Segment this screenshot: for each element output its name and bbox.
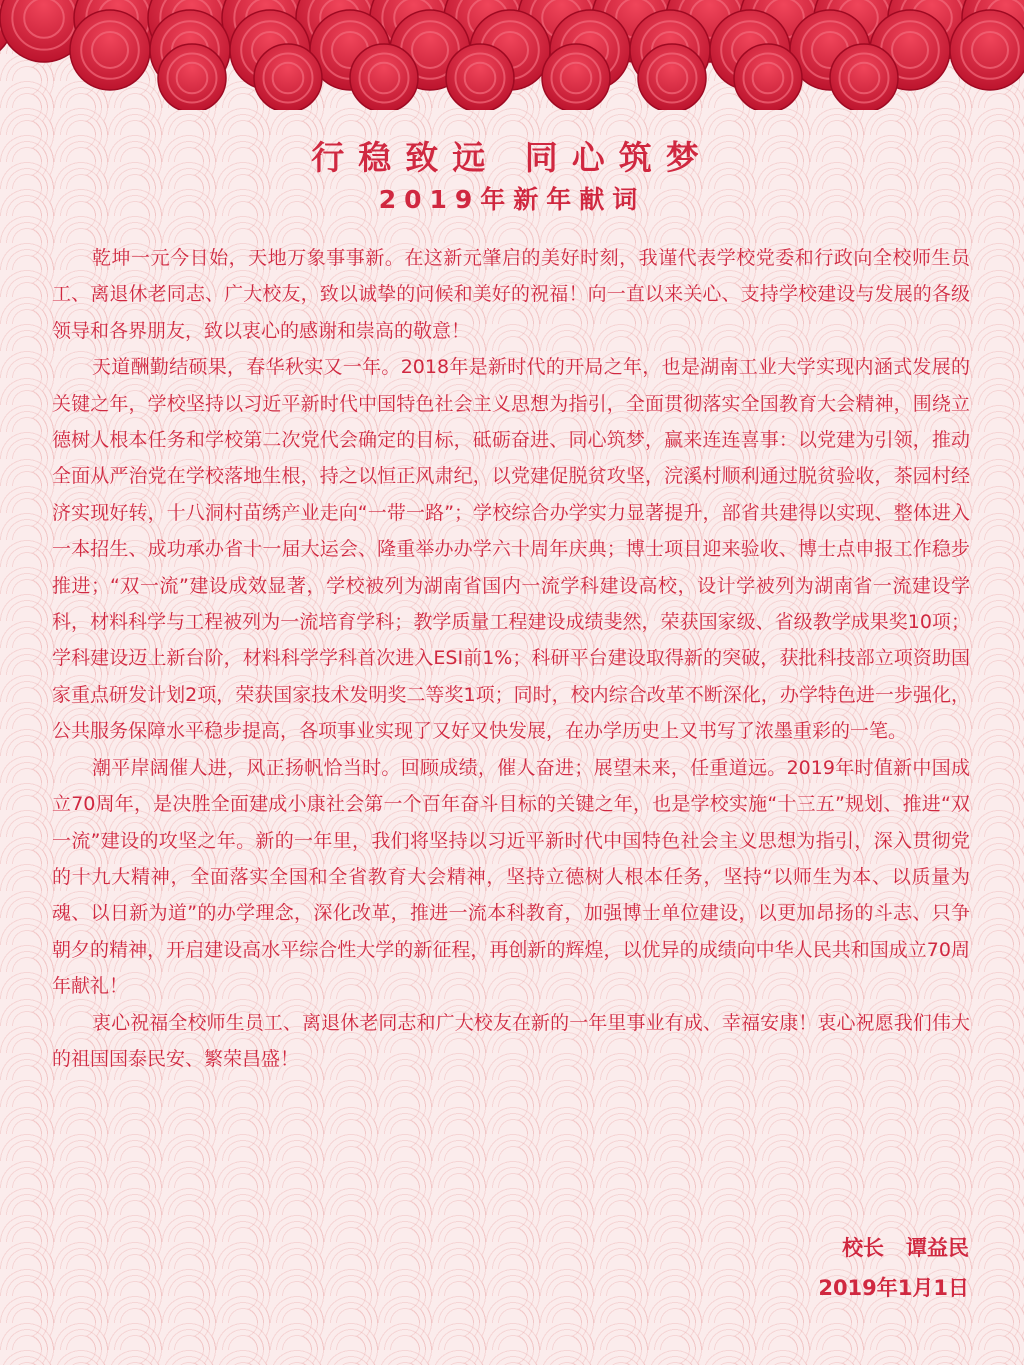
red-cloud-decoration <box>0 0 1024 110</box>
page-title: 行稳致远 同心筑梦 <box>311 138 713 177</box>
paragraph-1: 乾坤一元今日始，天地万象事事新。在这新元肇启的美好时刻，我谨代表学校党委和行政向全校师生员工、离退休老同志、广大校友，致以诚挚的问候和美好的祝福！向一直以来关心、支持学校建设与发展的各级领导和各界朋友，致以衷心的感谢和崇高的敬意！ <box>52 247 970 342</box>
paragraph-4: 衷心祝福全校师生员工、离退休老同志和广大校友在新的一年里事业有成、幸福安康！衷心祝愿我们伟大的祖国国泰民安、繁荣昌盛！ <box>52 1011 970 1070</box>
letter-body <box>52 240 970 1077</box>
paragraph-3: 潮平岸阔催人进，风正扬帆恰当时。回顾成绩，催人奋进；展望未来，任重道远。2019年时值新中国成立70周年，是决胜全面建成小康社会第一个百年奋斗目标的关键之年，也是学校实施“十三五”规划、推进“双一流”建设的攻坚之年。新的一年里，我们将坚持以习近平新时代中国特色社会主义思想为指引，深入贯彻党的十九大精神，全面落实全国和全省教育大会精神，坚持立德树人根本任务，坚持“以师生为本、以质量为魂、以日新为道”的办学理念，深化改革，推进一流本科教育，加强博士单位建设，以更加昂扬的斗志、只争朝夕的精神，开启建设高水平综合性大学的新征程，再创新的辉煌，以优异的成绩向中华人民共和国成立70周年献礼！ <box>52 756 970 998</box>
paragraph-2: 天道酬勤结硕果，春华秋实又一年。2018年是新时代的开局之年，也是湖南工业大学实现内涵式发展的关键之年，学校坚持以习近平新时代中国特色社会主义思想为指引，全面贯彻落实全国教育大会精神，围绕立德树人根本任务和学校第二次党代会确定的目标，砥砺奋进、同心筑梦，赢来连连喜事：以党建为引领，推动全面从严治党在学校落地生根，持之以恒正风肃纪，以党建促脱贫攻坚，浣溪村顺利通过脱贫验收，茶园村经济实现好转，十八洞村苗绣产业走向“一带一路”；学校综合办学实力显著提升，部省共建得以实现、整体进入一本招生、成功承办省十一届大运会、隆重举办办学六十周年庆典；博士项目迎来验收、博士点申报工作稳步推进；“双一流”建设成效显著，学校被列为湖南省国内一流学科建设高校，设计学被列为湖南省一流建设学科，材料科学与工程被列为一流培育学科；教学质量工程建设成绩斐然，荣获国家级、省级教学成果奖10项；学科建设迈上新台阶，材料科学学科首次进入ESI前1%；科研平台建设取得新的突破，获批科技部立项资助国家重点研发计划2项，荣获国家技术发明奖二等奖1项；同时，校内综合改革不断深化，办学特色进一步强化，公共服务保障水平稳步提高，各项事业实现了又好又快发展，在办学历史上又书写了浓墨重彩的一笔。 <box>52 356 970 743</box>
signature-date: 2019年1月1日 <box>818 1276 969 1300</box>
page-subtitle: 2019年新年献词 <box>378 185 646 214</box>
signature-name: 校长 谭益民 <box>842 1236 969 1260</box>
signature-block <box>818 1228 969 1308</box>
